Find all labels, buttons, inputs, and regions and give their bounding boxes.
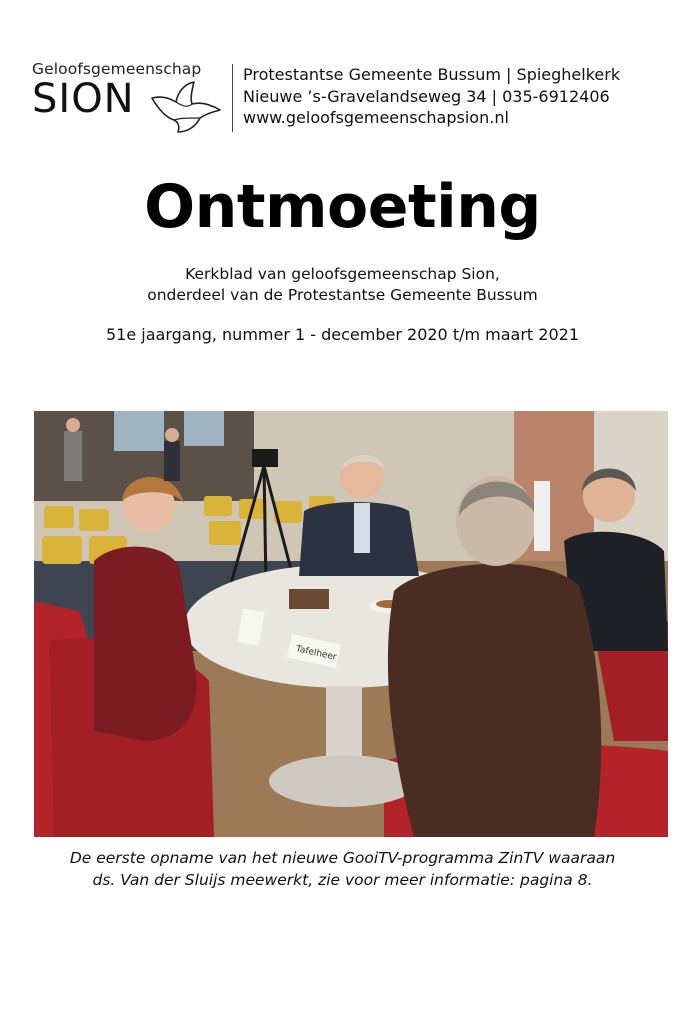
caption-line-1: De eerste opname van het nieuwe GooiTV-programma ZinTV waaraan: [69, 849, 616, 867]
dove-icon: [148, 80, 224, 134]
subtitle-line-1: Kerkblad van geloofsgemeenschap Sion,: [185, 265, 500, 283]
logo-big-text: SION: [32, 76, 135, 122]
contact-block: [243, 64, 620, 129]
photo-scene: [34, 411, 668, 837]
issue-info: 51e jaargang, nummer 1 - december 2020 t/m maart 2021: [105, 325, 580, 344]
contact-church: Protestantse Gemeente Bussum | Spieghelkerk: [243, 65, 621, 84]
logo-small-text: Geloofsgemeenschap: [32, 60, 202, 78]
subtitle: [0, 264, 685, 306]
masthead: [30, 60, 670, 135]
photo-caption: [0, 847, 685, 891]
header-divider: [232, 64, 233, 132]
cover-photo: [34, 411, 668, 837]
name-card-text: Tafelheer: [294, 644, 338, 663]
contact-address: Nieuwe ’s-Gravelandseweg 34 | 035-6912406: [243, 86, 610, 106]
sion-logo: [30, 60, 230, 135]
caption-line-2: ds. Van der Sluijs meewerkt, zie voor meer informatie: pagina 8.: [92, 871, 593, 889]
subtitle-line-2: onderdeel van de Protestantse Gemeente Bussum: [147, 286, 538, 304]
contact-website: www.geloofsgemeenschapsion.nl: [243, 108, 509, 127]
magazine-title: Ontmoeting: [144, 172, 541, 242]
